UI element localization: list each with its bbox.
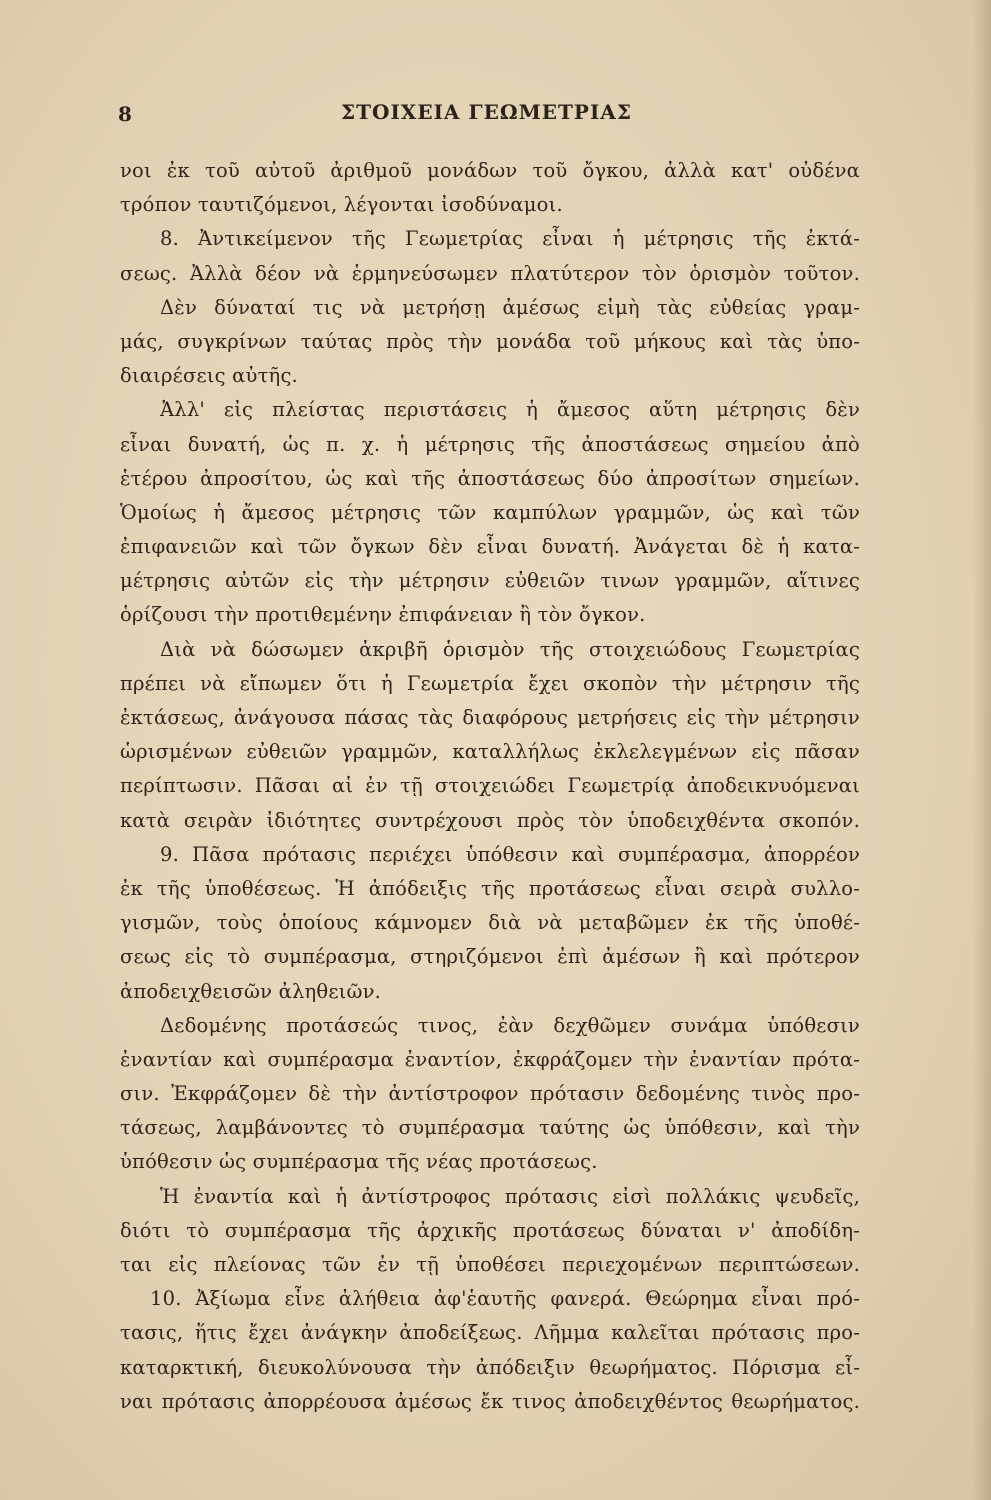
text-line: σιν. Ἐκφράζομεν δὲ τὴν ἀντίστροφον πρότασιν δεδομένης τινὸς πρo- [120,1082,860,1106]
page-number: 8 [118,102,132,126]
text-line: ὑπόθεσιν ὡς συμπέρασμα τῆς νέας προτάσεως. [120,1150,598,1174]
text-line: μέτρησις αὐτῶν εἰς τὴν μέτρησιν εὐθειῶν τινων γραμμῶν, αἵτινες [120,569,860,593]
text-line: ται εἰς πλείονας τῶν ἐν τῇ ὑποθέσει περιεχομένων περιπτώσεων. [120,1253,860,1276]
text-line: 8. Ἀντικείμενον τῆς Γεωμετρίας εἶναι ἡ μέτρησις τῆς ἐκτά- [160,227,860,251]
body-text [120,154,860,1419]
text-line: διαιρέσεις αὐτῆς. [120,364,298,388]
text-line: τάσεως, λαμβάνοντες τὸ συμπέρασμα ταύτης ὡς ὑπόθεσιν, καὶ τὴν [120,1116,860,1140]
text-line: διότι τὸ συμπέρασμα τῆς ἀρχικῆς προτάσεως δύναται ν' ἀποδίδη- [120,1218,860,1242]
text-line: Δεδομένης προτάσεώς τινος, ἐὰν δεχθῶμεν συνάμα ὑπόθεσιν [160,1013,860,1037]
text-line: 10. Ἀξίωμα εἶνε ἀλήθεια ἀφ'ἑαυτῆς φανερά. Θεώρημα εἶναι πρό- [150,1287,860,1311]
text-line: ἑτέρου ἀπροσίτου, ὡς καὶ τῆς ἀποστάσεως δύο ἀπροσίτων σημείων. [120,466,860,490]
text-line: Ἀλλ' εἰς πλείστας περιστάσεις ἡ ἄμεσος αὕτη μέτρησις δὲν [160,398,860,422]
text-line: πρέπει νὰ εἴπωμεν ὅτι ἡ Γεωμετρία ἔχει σκοπὸν τὴν μέτρησιν τῆς [120,671,860,695]
text-line: καταρκτική, διευκολύνουσα τὴν ἀπόδειξιν θεωρήματος. Πόρισμα εἶ- [120,1355,860,1379]
text-line: ἀποδειχθεισῶν ἀληθειῶν. [120,979,382,1003]
page-header [118,96,858,126]
text-line: νοι ἐκ τοῦ αὐτοῦ ἀριθμοῦ μονάδων τοῦ ὄγκου, ἀλλὰ κατ' οὐδένα [120,159,860,182]
text-line: σεως εἰς τὸ συμπέρασμα, στηριζόμενοι ἐπὶ ἀμέσων ἢ καὶ πρότερον [120,945,860,969]
text-line: μάς, συγκρίνων ταύτας πρὸς τὴν μονάδα τοῦ μήκους καὶ τὰς ὑπο- [120,329,860,353]
text-line: ἐκ τῆς ὑποθέσεως. Ἡ ἀπόδειξις τῆς προτάσεως εἶναι σειρὰ συλλο- [120,876,860,900]
text-line: Διὰ νὰ δώσωμεν ἀκριβῆ ὁρισμὸν τῆς στοιχειώδους Γεωμετρίας [160,637,860,661]
text-line: τασις, ἥτις ἔχει ἀνάγκην ἀποδείξεως. Λῆμμα καλεῖται πρότασις πρo- [120,1321,860,1345]
text-line: Ἡ ἐναντία καὶ ἡ ἀντίστροφος πρότασις εἰσὶ πολλάκις ψευδεῖς, [160,1184,860,1208]
text-line: ὡρισμένων εὐθειῶν γραμμῶν, καταλλήλως ἐκλελεγμένων εἰς πᾶσαν [120,740,860,764]
text-line: γισμῶν, τοὺς ὁποίους κάμνομεν διὰ νὰ μεταβῶμεν ἐκ τῆς ὑποθέ- [120,911,860,935]
text-line: Δὲν δύναταί τις νὰ μετρήσῃ ἀμέσως εἰμὴ τὰς εὐθείας γραμ- [160,295,860,319]
page-edge-shadow [973,0,991,1500]
text-line: τρόπον ταυτιζόμενοι, λέγονται ἰσοδύναμοι. [120,193,563,217]
text-line: 9. Πᾶσα πρότασις περιέχει ὑπόθεσιν καὶ συμπέρασμα, ἀπορρέον [160,842,860,866]
text-line: ὁρίζουσι τὴν προτιθεμένην ἐπιφάνειαν ἢ τὸν ὄγκον. [120,603,646,627]
text-line: ἐπιφανειῶν καὶ τῶν ὄγκων δὲν εἶναι δυνατή. Ἀνάγεται δὲ ἡ κατα- [120,535,860,559]
text-line: ναι πρότασις ἀπορρέουσα ἀμέσως ἔκ τινος ἀποδειχθέντος θεωρήματος. [120,1389,860,1413]
text-line: ἐκτάσεως, ἀνάγουσα πάσας τὰς διαφόρους μετρήσεις εἰς τὴν μέτρησιν [120,706,860,729]
text-line: ἐναντίαν καὶ συμπέρασμα ἐναντίον, ἐκφράζομεν τὴν ἐναντίαν πρότα- [120,1047,860,1071]
text-line: σεως. Ἀλλὰ δέον νὰ ἑρμηνεύσωμεν πλατύτερον τὸν ὁρισμὸν τοῦτον. [120,261,860,285]
text-line: Ὁμοίως ἡ ἄμεσος μέτρησις τῶν καμπύλων γραμμῶν, ὡς καὶ τῶν [120,500,860,524]
running-title: ΣΤΟΙΧΕΙΑ ΓΕΩΜΕΤΡΙΑΣ [341,100,632,124]
text-line: εἶναι δυνατή, ὡς π. χ. ἡ μέτρησις τῆς ἀποστάσεως σημείου ἀπὸ [120,432,860,456]
text-line: κατὰ σειρὰν ἰδιότητες συντρέχουσι πρὸς τὸν ὑποδειχθέντα σκοπόν. [120,808,860,832]
text-line: περίπτωσιν. Πᾶσαι αἱ ἐν τῇ στοιχειώδει Γεωμετρίᾳ ἀποδεικνυόμεναι [120,774,860,798]
